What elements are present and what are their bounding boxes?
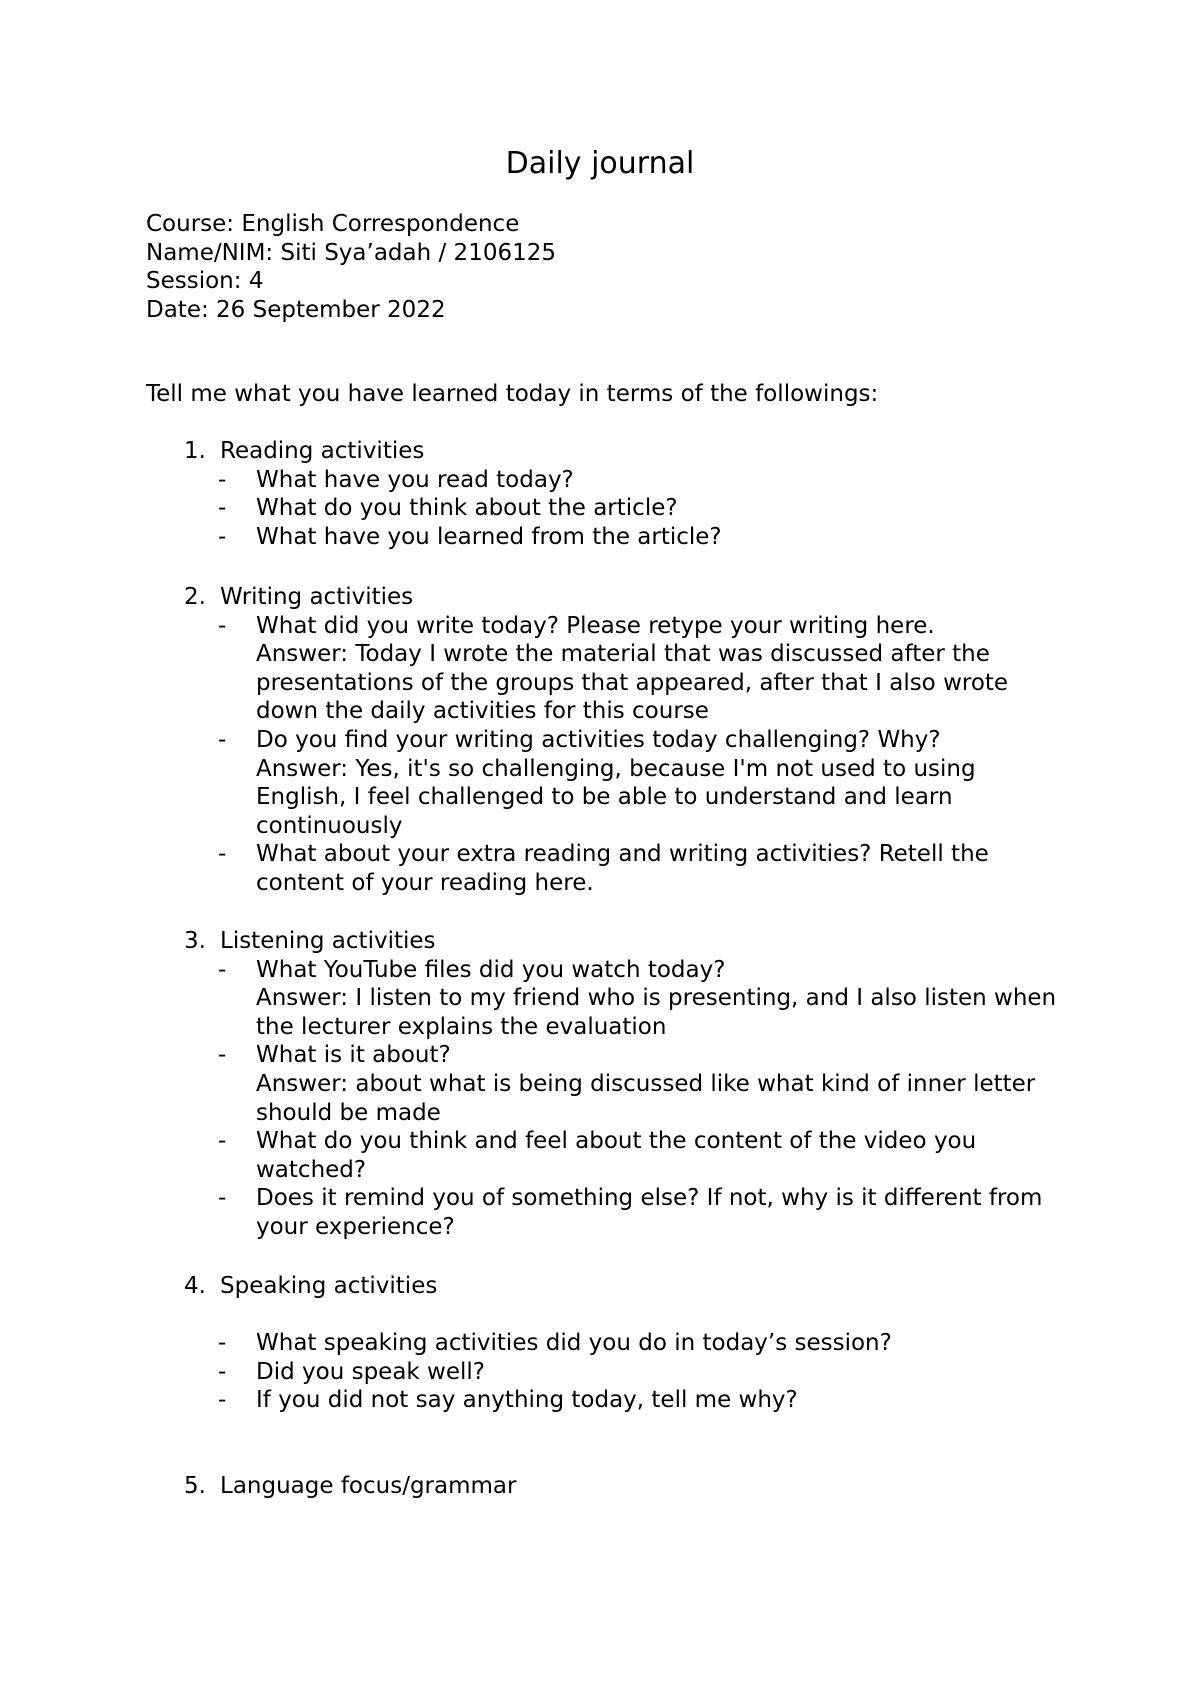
dash-bullet: - — [218, 1185, 227, 1212]
section-number: 2. — [184, 584, 206, 610]
question-text: Does it remind you of something else? If not, why is it different from your experience? — [256, 1185, 1043, 1240]
section-number: 5. — [184, 1473, 206, 1499]
section-heading — [184, 1472, 1064, 1501]
dash-bullet: - — [218, 726, 227, 753]
question-list — [184, 956, 1064, 1242]
list-item — [184, 1386, 1064, 1415]
section-reading — [184, 437, 1064, 551]
answer-text: Answer: Today I wrote the material that was discussed after the presentations of the groups that appeared, after that I also wrote down the daily activities for this course — [256, 641, 1009, 725]
list-item — [184, 1127, 1064, 1184]
dash-bullet: - — [218, 523, 227, 550]
list-item — [184, 840, 1064, 897]
section-number: 3. — [184, 928, 206, 954]
question-list — [184, 612, 1064, 898]
question-text: What do you think about the article? — [256, 495, 678, 522]
dash-bullet: - — [218, 1387, 227, 1414]
section-speaking — [184, 1272, 1064, 1415]
question-list — [184, 466, 1064, 552]
intro-text: Tell me what you have learned today in terms of the followings: — [146, 381, 879, 407]
meta-course: Course: English Correspondence — [146, 211, 520, 237]
question-text: Did you speak well? — [256, 1358, 485, 1385]
list-item — [184, 612, 1064, 726]
section-title: Listening activities — [220, 928, 436, 954]
section-title: Reading activities — [220, 438, 425, 464]
list-item — [184, 1329, 1064, 1358]
question-text: Do you find your writing activities today challenging? Why? — [256, 726, 941, 753]
list-item — [184, 523, 1064, 552]
question-text: What about your extra reading and writing activities? Retell the content of your reading here. — [256, 841, 989, 896]
section-heading — [184, 437, 1064, 466]
list-item — [184, 726, 1064, 840]
meta-name-nim: Name/NIM: Siti Sya’adah / 2106125 — [146, 239, 556, 266]
dash-bullet: - — [218, 841, 227, 868]
section-title: Speaking activities — [220, 1273, 438, 1299]
question-text: What is it about? — [256, 1042, 451, 1069]
dash-bullet: - — [218, 1330, 227, 1357]
section-writing — [184, 583, 1064, 898]
section-listening — [184, 927, 1064, 1242]
question-text: What YouTube files did you watch today? — [256, 956, 726, 983]
journal-meta — [146, 210, 556, 324]
section-language-focus — [184, 1472, 1064, 1501]
dash-bullet: - — [218, 956, 227, 983]
question-text: What have you learned from the article? — [256, 523, 722, 550]
section-title: Writing activities — [220, 584, 414, 610]
section-heading — [184, 927, 1064, 956]
section-heading — [184, 1272, 1064, 1301]
answer-text: Answer: about what is being discussed like what kind of inner letter should be made — [256, 1070, 1036, 1126]
dash-bullet: - — [218, 612, 227, 639]
dash-bullet: - — [218, 1358, 227, 1385]
question-text: What have you read today? — [256, 466, 574, 493]
list-item — [184, 1358, 1064, 1387]
answer-text: Answer: Yes, it's so challenging, because I'm not used to using English, I feel challenged to be able to understand and learn continuously — [256, 755, 976, 839]
question-text: What did you write today? Please retype your writing here. — [256, 612, 935, 639]
list-item — [184, 466, 1064, 495]
question-text: What speaking activities did you do in today’s session? — [256, 1330, 892, 1357]
list-item — [184, 1041, 1064, 1127]
dash-bullet: - — [218, 1128, 227, 1155]
dash-bullet: - — [218, 495, 227, 522]
dash-bullet: - — [218, 466, 227, 493]
section-title: Language focus/grammar — [220, 1473, 517, 1499]
section-number: 1. — [184, 438, 206, 464]
question-text: If you did not say anything today, tell me why? — [256, 1387, 798, 1414]
list-item — [184, 494, 1064, 523]
page-title: Daily journal — [505, 146, 695, 181]
question-list — [184, 1329, 1064, 1415]
section-heading — [184, 583, 1064, 612]
list-item — [184, 956, 1064, 1042]
answer-text: Answer: I listen to my friend who is presenting, and I also listen when the lecturer explains the evaluation — [256, 985, 1057, 1040]
question-text: What do you think and feel about the content of the video you watched? — [256, 1128, 977, 1183]
meta-session: Session: 4 — [146, 268, 264, 294]
list-item — [184, 1184, 1064, 1241]
section-number: 4. — [184, 1273, 206, 1299]
dash-bullet: - — [218, 1042, 227, 1069]
meta-date: Date: 26 September 2022 — [146, 296, 446, 323]
